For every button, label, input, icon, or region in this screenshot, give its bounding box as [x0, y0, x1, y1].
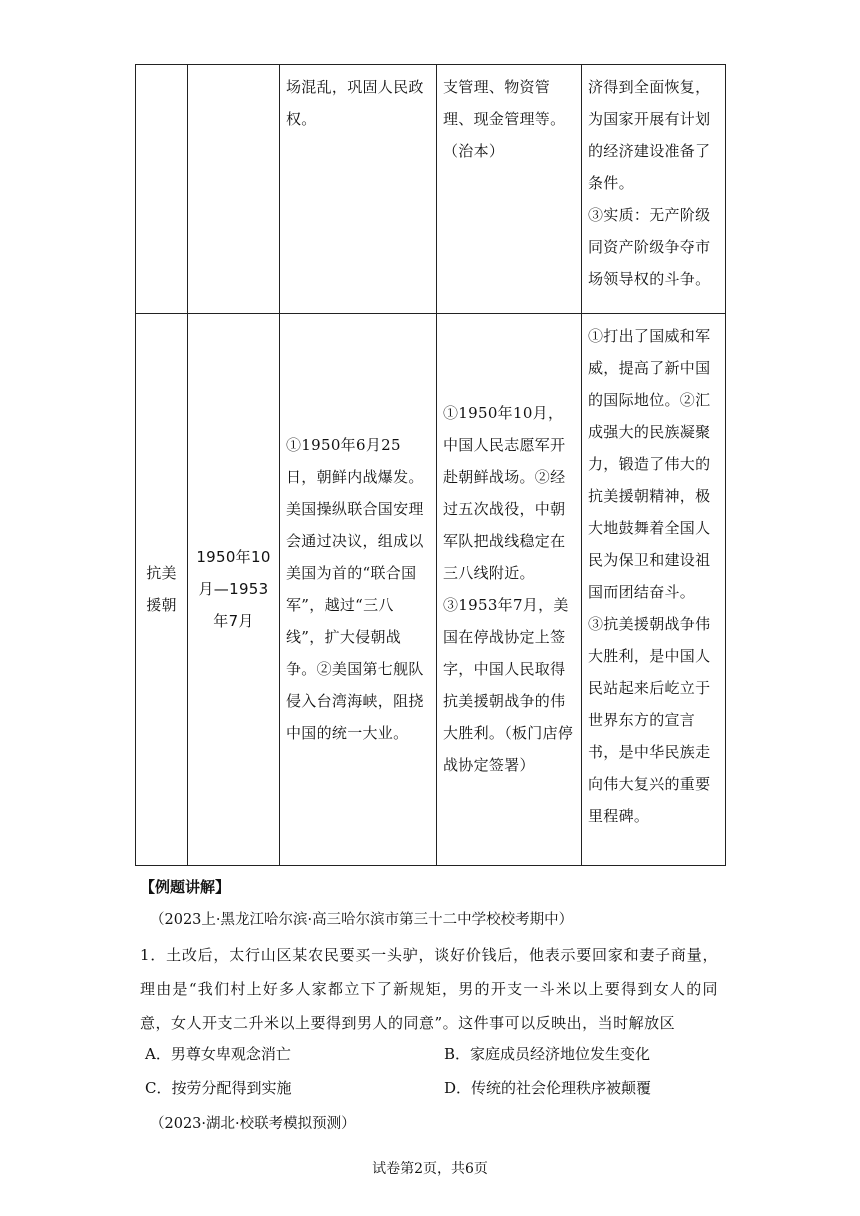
significance-paragraph: ③实质：无产阶级同资产阶级争夺市场领导权的斗争。 — [588, 206, 711, 288]
option-d: D．传统的社会伦理秩序被颠覆 — [444, 1079, 652, 1097]
option-a: A．男尊女卑观念消亡 — [145, 1045, 291, 1063]
event-cell — [136, 65, 188, 314]
question-source: （2023·湖北·校联考模拟预测） — [150, 1116, 356, 1132]
table-row — [136, 314, 726, 866]
background-cell: 场混乱，巩固人民政权。 — [280, 65, 437, 314]
event-cell: 抗美援朝 — [136, 314, 188, 866]
significance-cell — [582, 65, 726, 314]
process-cell — [437, 314, 582, 866]
background-cell: ①1950年6月25日，朝鲜内战爆发。美国操纵联合国安理会通过决议，组成以美国为首的“联合国军”，越过“三八线”，扩大侵朝战争。②美国第七舰队侵入台湾海峡，阻挠中国的统一大业。 — [280, 314, 437, 866]
process-paragraph: ①1950年10月，中国人民志愿军开赴朝鲜战场。②经过五次战役，中朝军队把战线稳定在三八线附近。 — [443, 403, 566, 582]
table-row — [136, 65, 726, 314]
significance-cell — [582, 314, 726, 866]
question-source: （2023上·黑龙江哈尔滨·高三哈尔滨市第三十二中学校校考期中） — [150, 912, 574, 928]
time-cell: 1950年10月—1953年7月 — [188, 314, 280, 866]
example-section-title: 【例题讲解】 — [140, 878, 231, 896]
option-c: C．按劳分配得到实施 — [145, 1079, 292, 1097]
option-b: B．家庭成员经济地位发生变化 — [444, 1045, 651, 1063]
process-cell: 支管理、物资管理、现金管理等。（治本） — [437, 65, 582, 314]
process-paragraph: ③1953年7月，美国在停战协定上签字，中国人民取得抗美援朝战争的伟大胜利。（板门店停战协定签署） — [443, 595, 574, 774]
significance-paragraph: ①打出了国威和军威，提高了新中国的国际地位。②汇成强大的民族凝聚力，锻造了伟大的抗美援朝精神，极大地鼓舞着全国人民为保卫和建设祖国而团结奋斗。 — [588, 327, 711, 601]
time-cell — [188, 65, 280, 314]
history-table — [135, 64, 726, 866]
page-footer: 试卷第2页，共6页 — [372, 1161, 488, 1177]
question-text: 1．土改后，太行山区某农民要买一头驴，谈好价钱后，他表示要回家和妻子商量，理由是“我们村上好多人家都立下了新规矩，男的开支一斗米以上要得到女人的同意，女人开支二升米以上要得到男人的同意”。这件事可以反映出，当时解放区 — [140, 946, 718, 1032]
significance-paragraph: ③抗美援朝战争伟大胜利，是中国人民站起来后屹立于世界东方的宣言书，是中华民族走向伟大复兴的重要里程碑。 — [588, 615, 711, 825]
significance-paragraph: 济得到全面恢复，为国家开展有计划的经济建设准备了条件。 — [588, 78, 711, 192]
